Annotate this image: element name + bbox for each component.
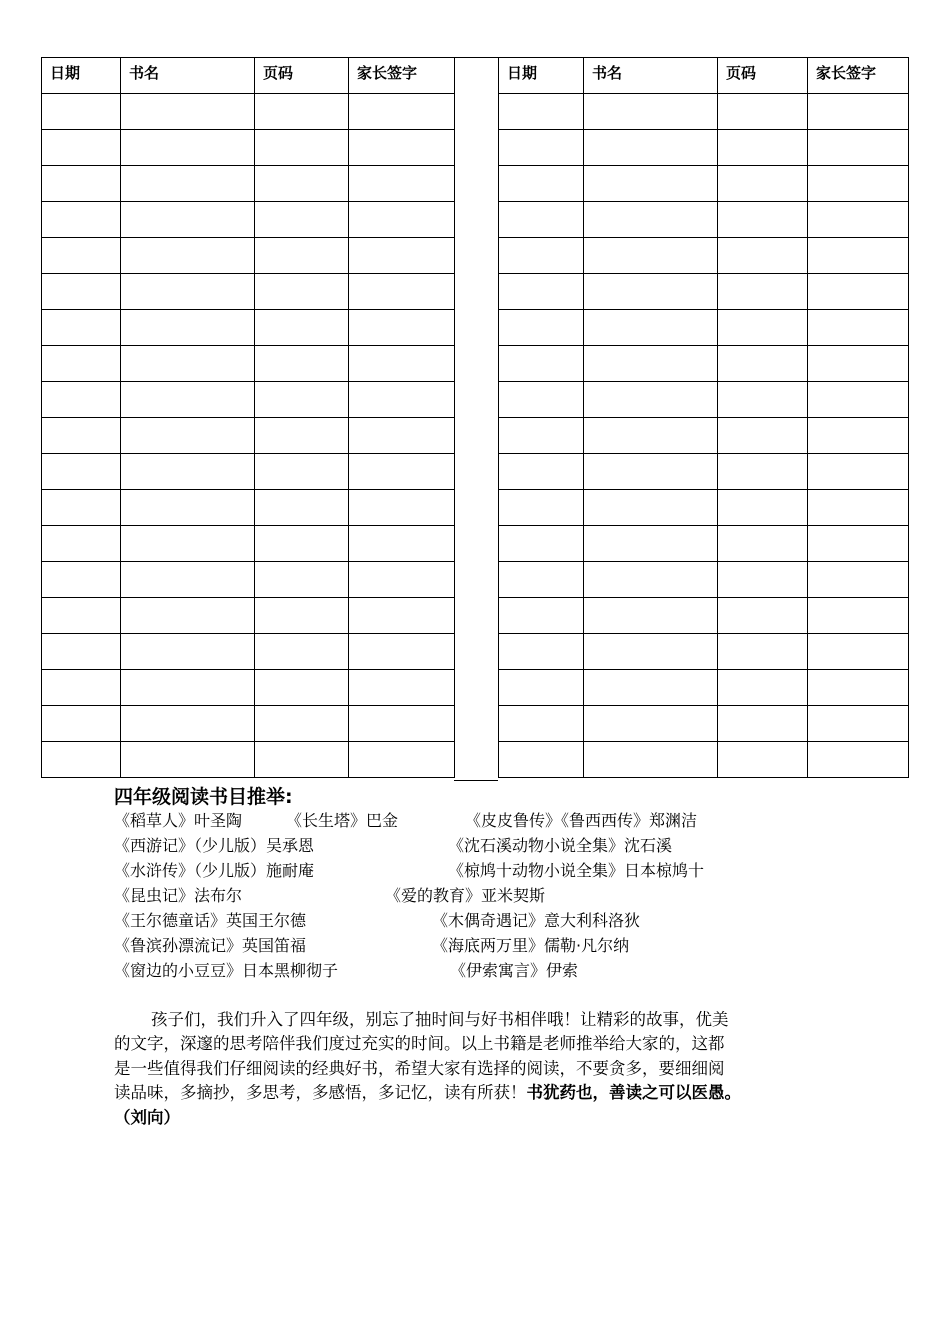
log-cell[interactable] (255, 274, 349, 310)
log-cell[interactable] (584, 526, 718, 562)
log-cell[interactable] (121, 706, 255, 742)
log-cell[interactable] (808, 382, 909, 418)
log-cell[interactable] (349, 562, 455, 598)
quote-text: 书犹药也，善读之可以医愚。 (526, 1083, 741, 1102)
log-cell[interactable] (808, 490, 909, 526)
log-cell[interactable] (499, 166, 584, 202)
log-row (42, 526, 455, 562)
log-cell[interactable] (499, 562, 584, 598)
log-cell[interactable] (499, 310, 584, 346)
log-cell[interactable] (808, 310, 909, 346)
log-row (42, 94, 455, 130)
log-row (499, 274, 909, 310)
log-cell[interactable] (42, 166, 121, 202)
log-cell[interactable] (121, 562, 255, 598)
log-cell[interactable] (349, 598, 455, 634)
log-row (499, 346, 909, 382)
paragraph-text: 读品味，多摘抄，多思考，多感悟，多记忆，读有所获！ (114, 1083, 527, 1102)
log-cell[interactable] (42, 526, 121, 562)
log-cell[interactable] (718, 526, 808, 562)
book-list-heading: 四年级阅读书目推举: (114, 786, 293, 808)
log-cell[interactable] (718, 238, 808, 274)
log-cell[interactable] (42, 94, 121, 130)
log-row (499, 310, 909, 346)
book-item: 《爱的教育》亚米契斯 (385, 886, 546, 905)
log-cell[interactable] (349, 634, 455, 670)
log-cell[interactable] (584, 706, 718, 742)
log-row (42, 382, 455, 418)
log-cell[interactable] (349, 490, 455, 526)
log-row (42, 310, 455, 346)
log-cell[interactable] (42, 418, 121, 454)
log-cell[interactable] (584, 202, 718, 238)
header-page: 页码 (718, 58, 808, 94)
log-cell[interactable] (808, 130, 909, 166)
log-row (42, 238, 455, 274)
log-cell[interactable] (499, 670, 584, 706)
log-cell[interactable] (584, 166, 718, 202)
log-cell[interactable] (808, 166, 909, 202)
log-row (499, 562, 909, 598)
log-cell[interactable] (121, 202, 255, 238)
log-cell[interactable] (584, 742, 718, 778)
book-item: 《昆虫记》法布尔 (114, 886, 243, 905)
book-item: 《皮皮鲁传》《鲁西西传》郑渊洁 (465, 811, 698, 830)
book-item: 《窗边的小豆豆》日本黑柳彻子 (114, 961, 339, 980)
log-cell[interactable] (808, 238, 909, 274)
log-row (499, 526, 909, 562)
log-cell[interactable] (499, 706, 584, 742)
log-row (499, 670, 909, 706)
log-cell[interactable] (718, 562, 808, 598)
log-cell[interactable] (499, 382, 584, 418)
book-item: 《沈石溪动物小说全集》沈石溪 (448, 836, 673, 855)
log-cell[interactable] (718, 346, 808, 382)
book-item: 《伊索寓言》伊索 (450, 961, 579, 980)
log-row (499, 202, 909, 238)
log-cell[interactable] (42, 490, 121, 526)
log-cell[interactable] (808, 94, 909, 130)
book-item: 《椋鸠十动物小说全集》日本椋鸠十 (448, 861, 705, 880)
header-page: 页码 (255, 58, 349, 94)
log-cell[interactable] (349, 310, 455, 346)
log-cell[interactable] (255, 706, 349, 742)
log-cell[interactable] (121, 94, 255, 130)
log-cell[interactable] (718, 94, 808, 130)
log-row (42, 706, 455, 742)
log-cell[interactable] (42, 310, 121, 346)
log-cell[interactable] (121, 670, 255, 706)
log-cell[interactable] (255, 562, 349, 598)
quote-author: （刘向） (114, 1108, 180, 1127)
log-cell[interactable] (255, 166, 349, 202)
log-row (42, 202, 455, 238)
log-cell[interactable] (349, 454, 455, 490)
log-cell[interactable] (349, 382, 455, 418)
log-cell[interactable] (42, 598, 121, 634)
log-cell[interactable] (349, 94, 455, 130)
book-item: 《长生塔》巴金 (286, 811, 399, 830)
log-cell[interactable] (584, 598, 718, 634)
log-cell[interactable] (121, 130, 255, 166)
log-cell[interactable] (584, 310, 718, 346)
log-cell[interactable] (121, 526, 255, 562)
log-row (42, 634, 455, 670)
log-cell[interactable] (255, 490, 349, 526)
log-row (499, 742, 909, 778)
log-cell[interactable] (499, 238, 584, 274)
log-cell[interactable] (718, 382, 808, 418)
log-cell[interactable] (121, 346, 255, 382)
book-item: 《稻草人》叶圣陶 (114, 811, 243, 830)
log-cell[interactable] (42, 274, 121, 310)
log-row (42, 598, 455, 634)
paragraph-line (114, 1081, 854, 1106)
log-cell[interactable] (499, 94, 584, 130)
log-cell[interactable] (121, 274, 255, 310)
log-row (42, 130, 455, 166)
log-cell[interactable] (584, 454, 718, 490)
log-cell[interactable] (718, 634, 808, 670)
reading-log-table-right (498, 57, 909, 778)
log-cell[interactable] (121, 634, 255, 670)
log-cell[interactable] (349, 706, 455, 742)
log-cell[interactable] (349, 166, 455, 202)
log-cell[interactable] (121, 598, 255, 634)
log-cell[interactable] (121, 382, 255, 418)
log-cell[interactable] (255, 634, 349, 670)
log-cell[interactable] (121, 238, 255, 274)
log-cell[interactable] (255, 742, 349, 778)
log-cell[interactable] (255, 526, 349, 562)
log-cell[interactable] (808, 742, 909, 778)
log-row (42, 454, 455, 490)
log-cell[interactable] (808, 634, 909, 670)
header-parent-signature: 家长签字 (349, 58, 455, 94)
log-cell[interactable] (42, 238, 121, 274)
log-row (499, 130, 909, 166)
book-item: 《鲁滨孙漂流记》英国笛福 (114, 936, 307, 955)
log-cell[interactable] (499, 634, 584, 670)
log-row (499, 598, 909, 634)
log-cell[interactable] (584, 382, 718, 418)
log-cell[interactable] (349, 670, 455, 706)
log-cell[interactable] (584, 274, 718, 310)
log-cell[interactable] (808, 562, 909, 598)
log-cell[interactable] (808, 454, 909, 490)
log-row (499, 706, 909, 742)
log-row (42, 274, 455, 310)
log-cell[interactable] (499, 742, 584, 778)
log-row (499, 418, 909, 454)
paragraph-line: 的文字，深邃的思考陪伴我们度过充实的时间。以上书籍是老师推举给大家的，这都 (114, 1034, 725, 1053)
log-row (499, 490, 909, 526)
log-cell[interactable] (499, 490, 584, 526)
header-date: 日期 (42, 58, 121, 94)
log-cell[interactable] (255, 130, 349, 166)
log-cell[interactable] (808, 670, 909, 706)
log-cell[interactable] (584, 238, 718, 274)
book-item: 《木偶奇遇记》意大利科洛狄 (432, 911, 641, 930)
log-cell[interactable] (499, 274, 584, 310)
log-cell[interactable] (808, 274, 909, 310)
log-cell[interactable] (499, 346, 584, 382)
log-cell[interactable] (255, 202, 349, 238)
log-row (42, 670, 455, 706)
book-item: 《水浒传》（少儿版）施耐庵 (114, 861, 315, 880)
log-cell[interactable] (718, 670, 808, 706)
log-row (42, 742, 455, 778)
log-cell[interactable] (349, 418, 455, 454)
log-cell[interactable] (255, 94, 349, 130)
log-cell[interactable] (499, 454, 584, 490)
header-date: 日期 (499, 58, 584, 94)
log-cell[interactable] (808, 202, 909, 238)
log-row (499, 382, 909, 418)
log-cell[interactable] (808, 526, 909, 562)
log-row (42, 346, 455, 382)
log-cell[interactable] (718, 490, 808, 526)
log-cell[interactable] (808, 598, 909, 634)
log-cell[interactable] (255, 382, 349, 418)
log-cell[interactable] (499, 526, 584, 562)
log-row (499, 454, 909, 490)
log-cell[interactable] (499, 418, 584, 454)
log-cell[interactable] (42, 346, 121, 382)
log-cell[interactable] (584, 346, 718, 382)
log-row (42, 490, 455, 526)
log-cell[interactable] (499, 130, 584, 166)
log-cell[interactable] (584, 94, 718, 130)
log-cell[interactable] (121, 310, 255, 346)
log-cell[interactable] (349, 526, 455, 562)
log-cell[interactable] (349, 346, 455, 382)
log-cell[interactable] (121, 166, 255, 202)
log-cell[interactable] (349, 274, 455, 310)
book-item: 《海底两万里》儒勒·凡尔纳 (432, 936, 630, 955)
log-cell[interactable] (349, 238, 455, 274)
log-cell[interactable] (255, 310, 349, 346)
log-cell[interactable] (42, 742, 121, 778)
log-cell[interactable] (718, 166, 808, 202)
book-item: 《王尔德童话》英国王尔德 (114, 911, 307, 930)
log-cell[interactable] (42, 382, 121, 418)
header-parent-signature: 家长签字 (808, 58, 909, 94)
log-cell[interactable] (121, 418, 255, 454)
log-cell[interactable] (584, 562, 718, 598)
log-cell[interactable] (718, 742, 808, 778)
log-cell[interactable] (584, 670, 718, 706)
log-cell[interactable] (808, 346, 909, 382)
log-cell[interactable] (255, 670, 349, 706)
log-cell[interactable] (255, 454, 349, 490)
log-cell[interactable] (499, 598, 584, 634)
log-row (499, 238, 909, 274)
log-row (499, 634, 909, 670)
log-cell[interactable] (584, 634, 718, 670)
log-cell[interactable] (718, 454, 808, 490)
paragraph-line: 孩子们，我们升入了四年级，别忘了抽时间与好书相伴哦！让精彩的故事，优美 (151, 1010, 729, 1029)
log-cell[interactable] (42, 454, 121, 490)
log-cell[interactable] (349, 202, 455, 238)
reading-log-table-left (41, 57, 455, 778)
log-cell[interactable] (42, 670, 121, 706)
log-cell[interactable] (584, 130, 718, 166)
log-cell[interactable] (255, 598, 349, 634)
header-book-title: 书名 (584, 58, 718, 94)
log-cell[interactable] (255, 238, 349, 274)
log-cell[interactable] (718, 274, 808, 310)
log-cell[interactable] (349, 130, 455, 166)
log-cell[interactable] (42, 634, 121, 670)
table-gap (454, 57, 498, 781)
log-cell[interactable] (808, 418, 909, 454)
log-row (499, 166, 909, 202)
log-cell[interactable] (255, 346, 349, 382)
log-cell[interactable] (42, 130, 121, 166)
log-cell[interactable] (718, 310, 808, 346)
log-row (499, 94, 909, 130)
paragraph-line: 是一些值得我们仔细阅读的经典好书，希望大家有选择的阅读，不要贪多，要细细阅 (114, 1059, 725, 1078)
log-cell[interactable] (42, 562, 121, 598)
log-cell[interactable] (718, 706, 808, 742)
header-book-title: 书名 (121, 58, 255, 94)
log-cell[interactable] (808, 706, 909, 742)
log-cell[interactable] (121, 742, 255, 778)
log-cell[interactable] (121, 490, 255, 526)
log-cell[interactable] (42, 202, 121, 238)
log-cell[interactable] (718, 202, 808, 238)
log-row (42, 562, 455, 598)
log-cell[interactable] (255, 418, 349, 454)
log-cell[interactable] (718, 418, 808, 454)
book-item: 《西游记》（少儿版）吴承恩 (114, 836, 315, 855)
log-cell[interactable] (349, 742, 455, 778)
log-cell[interactable] (499, 202, 584, 238)
log-row (42, 418, 455, 454)
log-row (42, 166, 455, 202)
log-cell[interactable] (718, 598, 808, 634)
log-cell[interactable] (584, 418, 718, 454)
log-cell[interactable] (42, 706, 121, 742)
log-cell[interactable] (121, 454, 255, 490)
log-cell[interactable] (584, 490, 718, 526)
log-cell[interactable] (718, 130, 808, 166)
